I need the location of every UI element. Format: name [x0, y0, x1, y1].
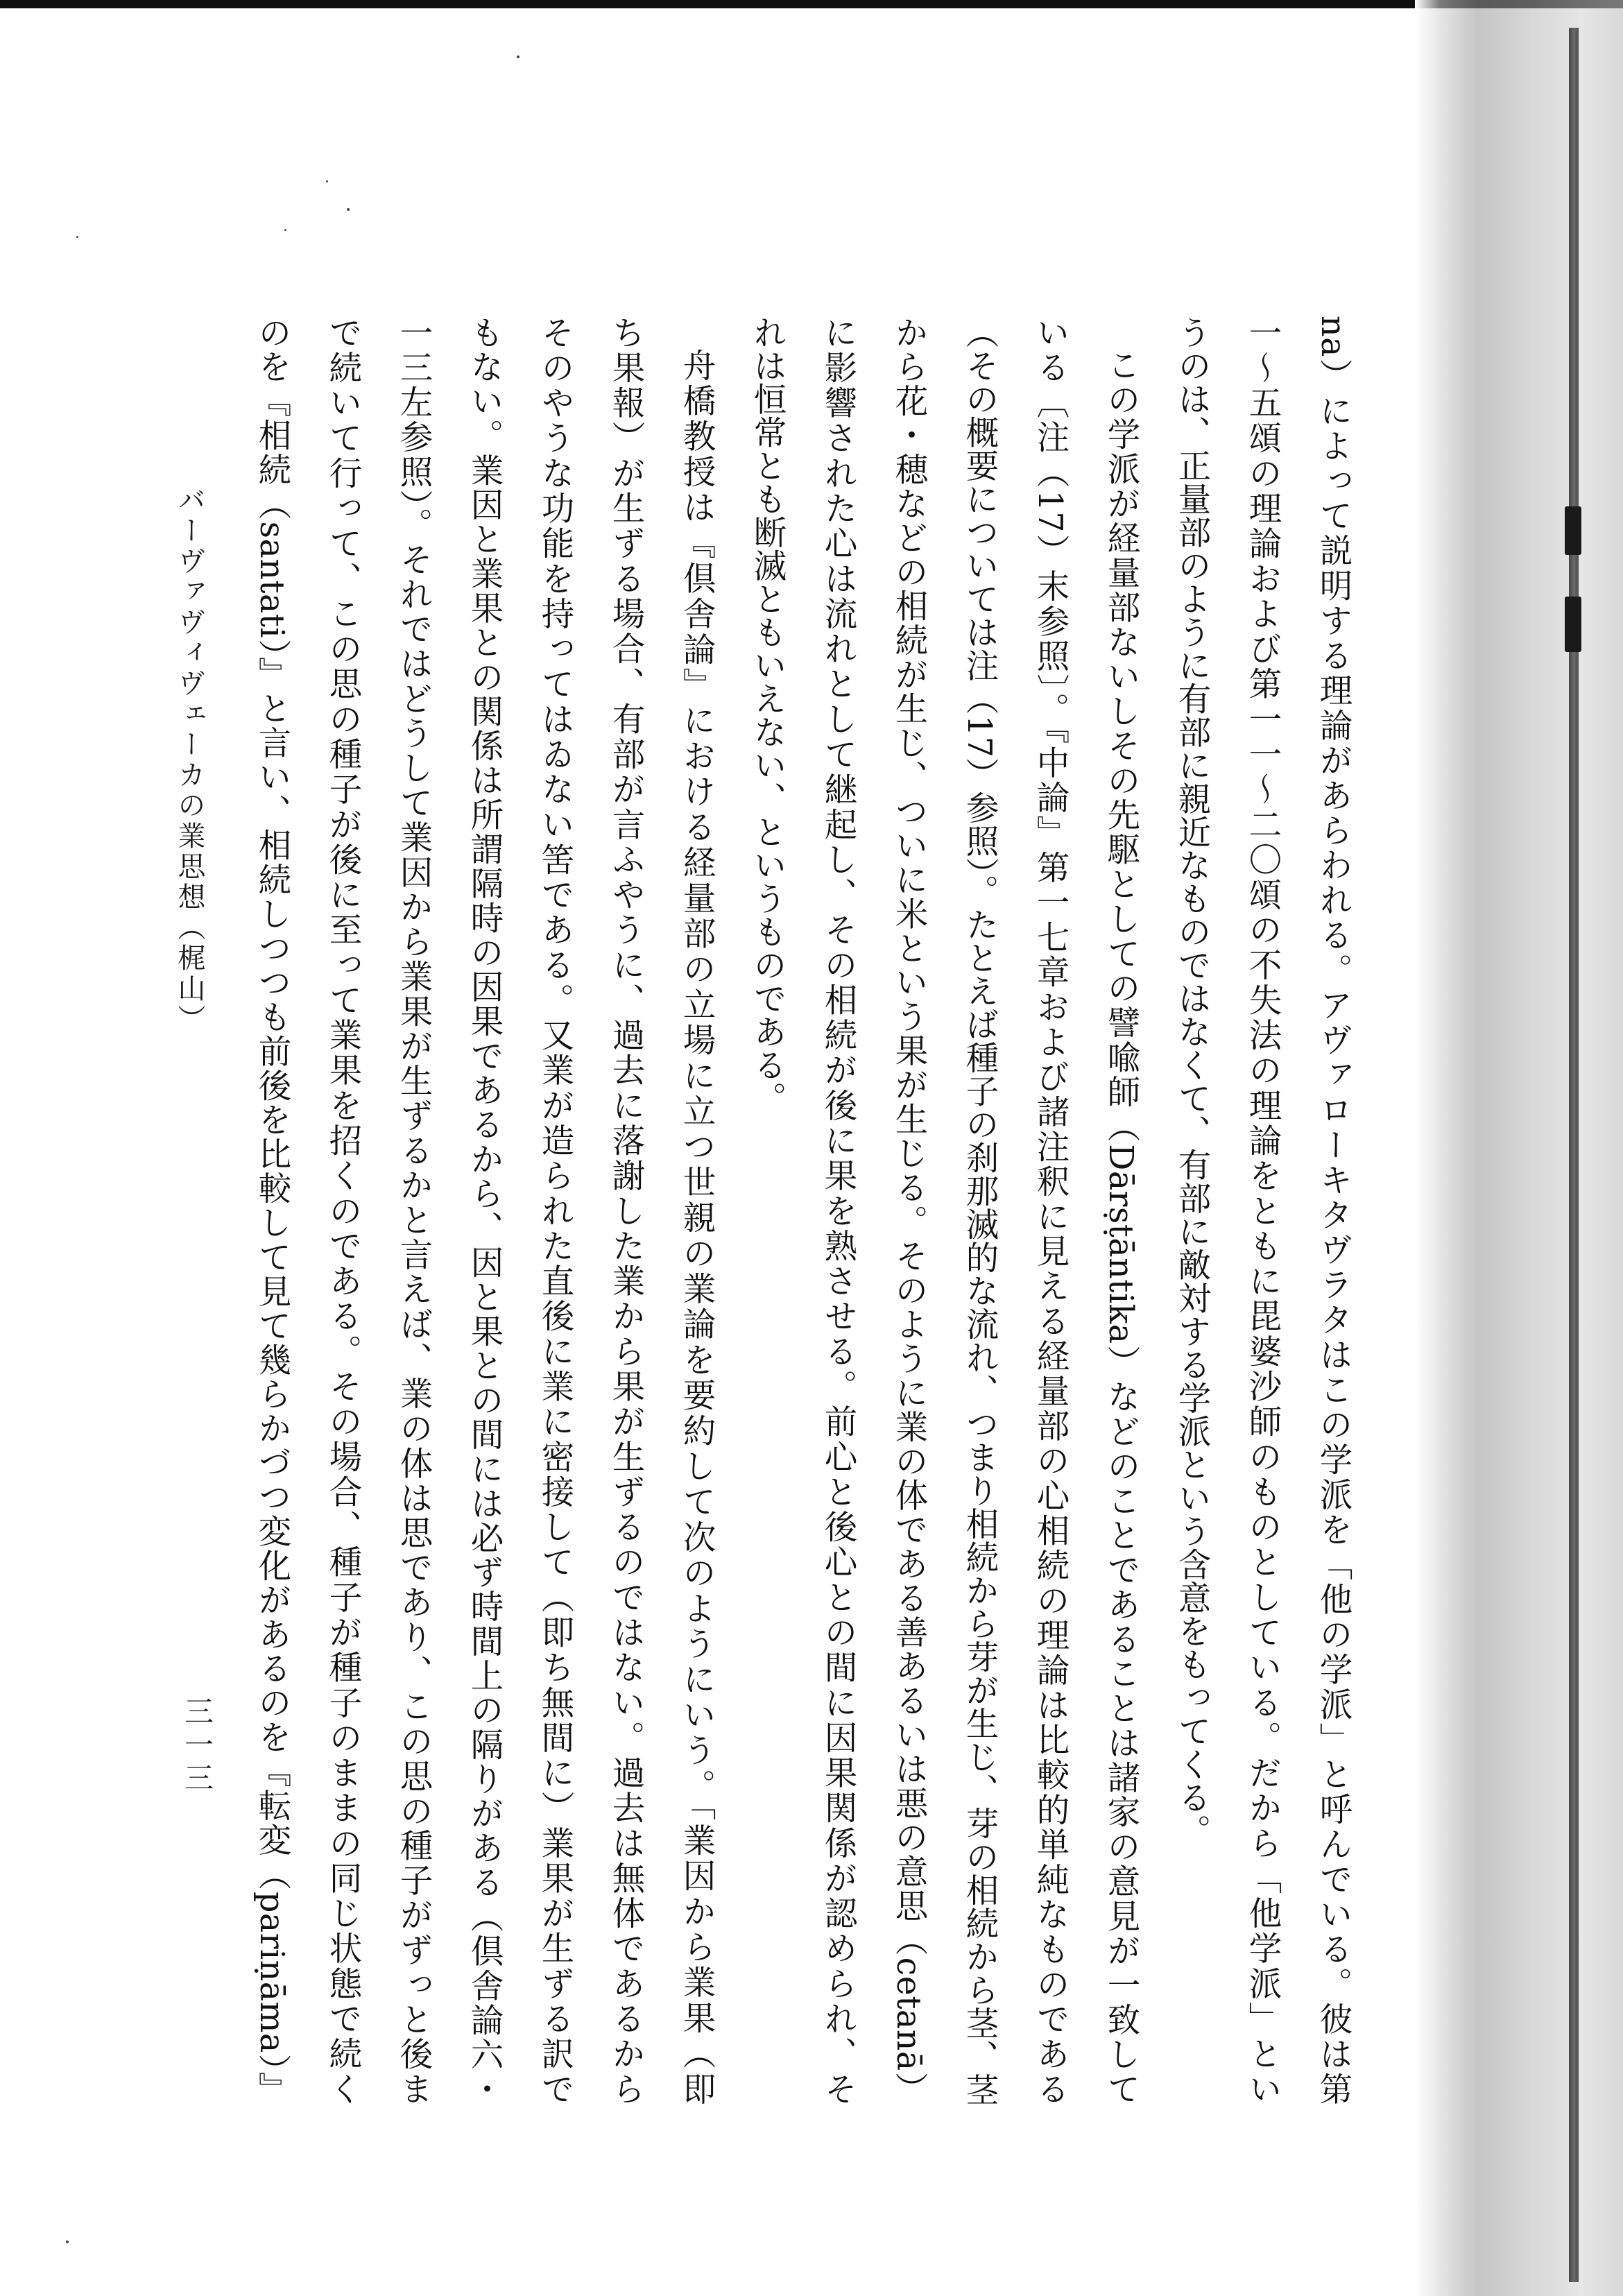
- text-line: そのやうな功能を持ってはゐない筈である。又業が造られた直後に業に密接して（即ち無間に）業果が生ずる訳で: [535, 316, 574, 2106]
- binding-line: [1569, 28, 1579, 2282]
- text-line: から花・穂などの相続が生じ、ついに米という果が生じる。そのように業の体である善あるいは悪の意思（cetanā）: [889, 316, 927, 2105]
- text-line: うのは、正量部のように有部に親近なものではなくて、有部に敵対する学派という含意をもってくる。: [1172, 316, 1210, 1847]
- binding-shadow: [1415, 0, 1623, 2296]
- text-line: na）によって説明する理論があらわれる。アヴァローキタヴラタはこの学派を「他の学派」と呼んでいる。彼は第: [1314, 316, 1352, 2105]
- scan-speck: [284, 229, 286, 231]
- binding-mark-2: [1565, 597, 1581, 652]
- text-line: （その概要については注（17）参照）。たとえば種子の刹那滅的な流れ、つまり相続から芽が生じ、芽の相続から茎、茎: [960, 316, 998, 2107]
- text-line: いる〔注（17）末参照〕。『中論』第一七章および諸注釈に見える経量部の心相続の理論は比較的単純なものである: [1031, 316, 1069, 2105]
- text-line: のを『相続（santati）』と言い、相続しつつも前後を比較して見て幾らかづつ変化があるのを『転変（pariṇāma）』: [252, 316, 291, 2105]
- scan-speck: [347, 208, 350, 211]
- text-line: 一三左参照）。それではどうして業因から業果が生ずるかと言えば、業の体は思であり、この思の種子がずっと後ま: [394, 316, 432, 2106]
- text-line: に影響された心は流れとして継起し、その相続が後に果を熟させる。前心と後心との間に因果関係が認められ、そ: [818, 316, 857, 2105]
- text-line: 舟橋教授は『倶舎論』における経量部の立場に立つ世親の業論を要約して次のようにいう。「業因から業果（即: [677, 348, 715, 2105]
- scan-top-edge: [0, 0, 1623, 8]
- text-line: れは恒常とも断滅ともいえない、というものである。: [748, 316, 786, 1115]
- text-line: ち果報）が生ずる場合、有部が言ふやうに、過去に落謝した業から果が生ずるのではない。過去は無体であるから: [606, 316, 644, 2106]
- text-line: で続いて行って、この思の種子が後に至って業果を招くのである。その場合、種子が種子のままの同じ状態で続く: [323, 316, 361, 2105]
- scan-speck: [76, 236, 78, 238]
- running-title: バーヴァヴィヴェーカの業思想（梶山）: [173, 486, 205, 1035]
- text-line: この学派が経量部ないしその先駆としての譬喩師（Dārṣṭāntika）などのことであることは諸家の意見が一致して: [1101, 348, 1140, 2105]
- text-line: 一～五頌の理論および第一一～二〇頌の不失法の理論をともに毘婆沙師のものとしている。だから「他学派」とい: [1243, 316, 1281, 2106]
- binding-mark-1: [1565, 506, 1581, 555]
- text-line: もない。業因と業果との関係は所謂隔時の因果であるから、因と果との間には必ず時間上の隔りがある（倶舎論六・: [465, 316, 503, 2106]
- page-number: 三一三: [180, 1696, 214, 1796]
- scan-speck: [66, 2241, 69, 2243]
- scan-speck: [517, 55, 519, 58]
- main-text: [236, 316, 1368, 2105]
- scan-speck: [326, 180, 328, 182]
